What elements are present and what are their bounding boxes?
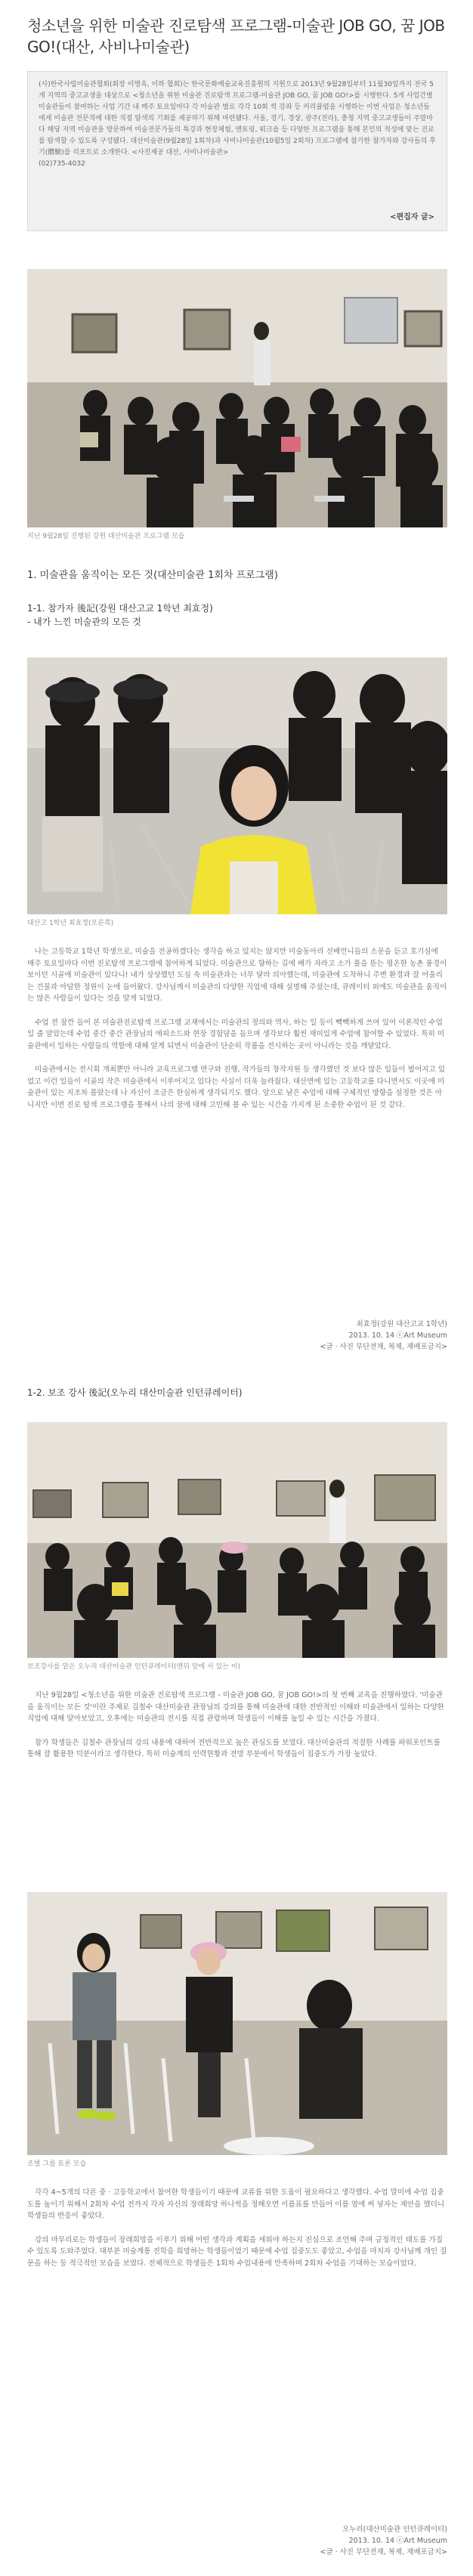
author-name: 최효정(강원 대산고교 1학년) bbox=[356, 1320, 447, 1328]
photo-student-portrait bbox=[27, 657, 447, 914]
essay-paragraph: 수업 전 잠깐 들어 본 미술관진로탐색 프로그램 교재에서는 미술관의 정의와 역사, 하는 일 등이 빽빽하게 쓰여 있어 이론적인 수업일 줄 알았는데 수업 중간 중간 관장님의 에피소드와 현장 경험담을 들으며 생각보다 훨씬 재미있게 수업에 참여할 수 있었다. 특히 미술관에서 일하는 사람들의 역할에 대해 알게 되면서 미술관이 단순히 작품을 전시하는 곳이 아니라는 것을 깨달았다. bbox=[27, 1018, 445, 1050]
sub-heading-line: 1-1. 참가자 後記(강원 대산고교 1학년 최효정) bbox=[27, 603, 213, 614]
article-title: 청소년을 위한 미술관 진로탐색 프로그램-미술관 JOB GO, 꿈 JOB GO!(대산, 사비나미술관) bbox=[27, 17, 445, 56]
copyright-note: <글 · 사진 무단전재, 복제, 재배포금지> bbox=[320, 1343, 447, 1351]
essay-body bbox=[27, 2187, 447, 2281]
author-signature bbox=[320, 1319, 447, 1353]
photo-group-discussion bbox=[27, 1892, 447, 2155]
section-heading: 1. 미술관을 움직이는 모든 것(대산미술관 1회차 프로그램) bbox=[27, 570, 278, 581]
essay-paragraph: 나는 고등학교 1학년 학생으로, 미술을 전공하겠다는 생각을 하고 있지는 않지만 미술동아리 선배언니들의 소문을 듣고 호기심에 매주 토요일마다 이번 진로탐색 프로그램에 참여하게 되었다. 미술관으로 향하는 길에 배가 자라고 소가 풀을 뜯는 평온한 농촌 풍경이 보이던 시골에 미술관이 있다니! 내가 상상했던 도심 속 미술관과는 너무 달라 의아했는데, 미술관에 도착하니 주변 환경과 잘 어울리는 건물과 아담한 정원이 눈에 들어왔다. 강사님께서 미술관의 다양한 직업에 대해 설명해 주셨는데, 큐레이터 외에도 미술관을 움직이는 많은 사람들이 있다는 것을 알게 되었다. bbox=[27, 948, 447, 1003]
photo-lecture-room bbox=[27, 269, 447, 527]
essay-paragraph: 미술관에서는 전시회 개최뿐만 아니라 교육프로그램 연구와 진행, 작가들의 창작지원 등 생각했던 것 보다 많은 일들이 벌어지고 있었고 이런 일들이 시골의 작은 미술관에서 이루어지고 있다는 사실이 더욱 놀라웠다. 대산면에 있는 고등학교를 다니면서도 이곳에 미술관이 있는 지조차 몰랐는데 나 자신이 조금은 한심하게 생각되기도 했다. 앞으로 남은 수업에 대해 구체적인 방향을 설정한 것은 아니지만 이번 진로 탐색 프로그램을 통해서 나의 꿈에 대해 고민해 볼 수 있는 시간을 가지게 된 소중한 수업이 된 것 같다. bbox=[27, 1065, 446, 1109]
author-signature bbox=[320, 2524, 447, 2558]
photo-caption: 보조강사를 맡은 오누리 대산미술관 인턴큐레이터(맨뒤 앞에 서 있는 이) bbox=[27, 1663, 241, 1671]
photo-caption: 대산고 1학년 최효정(오른쪽) bbox=[27, 920, 114, 927]
essay-body bbox=[27, 946, 447, 1123]
photo-caption: 지난 9월28일 진행된 강원 대산미술관 프로그램 모습 bbox=[27, 533, 185, 540]
essay-paragraph: 강의 마무리로는 학생들이 장래희망을 이루기 위해 어떤 생각과 계획을 세워야 하는지 진심으로 조언해 주며 긍정적인 태도를 가질 수 있도록 도와주었다. 대부분 미술계통 진학을 희망하는 학생들이었기 때문에 수업 집중도도 좋았고, 수업을 마치자 강사님께 개인 질문을 하는 등 적극적인 모습을 보였다. 전체적으로 학생들은 1회차 수업내용에 만족하며 2회차 수업을 기대하는 모습이었다. bbox=[27, 2235, 447, 2268]
sub-heading bbox=[27, 601, 213, 629]
photo-caption: 조별 그룹 토론 모습 bbox=[27, 2160, 87, 2168]
author-date: 2013. 10. 14 ⓒArt Museum bbox=[348, 2537, 447, 2545]
essay-paragraph: 지난 9월28일 <청소년을 위한 미술관 진로탐색 프로그램 - 미술관 JOB GO, 꿈 JOB GO!>의 첫 번째 교육을 진행하였다. '미술관을 움직이는 모든 것'이란 주제로 김철수 대산미술관 관장님의 강의를 통해 미술관에 대한 전반적인 이해와 미술관에서 일하는 다양한 직업에 대해 알아보았고, 오후에는 미술관의 전시를 직접 관람하며 학생들이 이해를 높일 수 있는 시간을 가졌다. bbox=[27, 1691, 444, 1723]
intro-box bbox=[27, 71, 447, 231]
sub-heading: 1-2. 보조 강사 後記(오누리 대산미술관 인턴큐레이터) bbox=[27, 1387, 243, 1398]
intro-text: (사)한국사립미술관협회(회장 이명옥, 이하 협회)는 한국문화예술교육진흥원의 지원으로 2013년 9월28일부터 11월30일까지 전국 5개 지역의 중고교생을 대상으로 <청소년을 위한 미술관 진로탐색 프로그램-미술관 JOB GO, 꿈 JOB GO!>를 시행한다. 5개 사업간별 미술관들이 참여하는 사업 기간 내 매주 토요일마다 각 미술관 별로 각각 10회 씩 강좌 등 커리큘럼을 시행하는 이번 사업은 청소년들에게 미술관 전문직에 대한 직접 탐색의 기회를 제공하기 위해 마련됐다. 서울, 경기, 경상, 광주(전라), 충청 지역 중고교생들이 주말마다 해당 지역 미술관을 방문하여 미술전문가들의 특강과 현장체험, 멘토링, 워크숍 등 다양한 프로그램을 통해 본인의 적성에 맞는 진로를 탐색할 수 있도록 구성됐다. 대산미술관(9월28일 1회차)과 사비나미술관(10월5일 2회차) 프로그램에 참가한 참가자와 강사들의 후기(體驗)를 리포트로 소개한다. <사진제공 대산, 사비나미술관> bbox=[39, 81, 436, 156]
essay-paragraph: 각각 4~5개의 다른 중 · 고등학교에서 참여한 학생들이기 때문에 교류를 위한 도움이 필요하다고 생각했다. 수업 말미에 수업 집중도를 높이기 위해서 2회차 수업 전까지 각자 자신의 장래희망 하나씩을 정해오면 이름표를 만들어 이름 옆에 써 넣자는 제안을 했더니 학생들의 반응이 좋았다. bbox=[27, 2188, 445, 2220]
essay-body bbox=[27, 1690, 447, 1773]
intro-phone: (02)735-4032 bbox=[39, 160, 85, 168]
sub-heading-line: - 내가 느낀 미술관의 모든 것 bbox=[27, 617, 141, 627]
essay-paragraph: 참가 학생들은 김철수 관장님의 강의 내용에 대하여 전반적으로 높은 관심도를 보였다. 대산미술관의 적절한 사례를 파워포인트를 통해 잘 활용한 덕분이라고 생각한다. 특히 미술계의 인력현황과 전망 부분에서 학생들이 집중도가 가장 높았다. bbox=[27, 1738, 441, 1758]
copyright-note: <글 · 사진 무단전재, 복제, 재배포금지> bbox=[320, 2548, 447, 2556]
photo-classroom bbox=[27, 1422, 447, 1658]
author-name: 오누리(대산미술관 인턴큐레이터) bbox=[342, 2525, 447, 2534]
editor-note: <편집자 글> bbox=[390, 213, 434, 221]
author-date: 2013. 10. 14 ⓒArt Museum bbox=[348, 1331, 447, 1340]
